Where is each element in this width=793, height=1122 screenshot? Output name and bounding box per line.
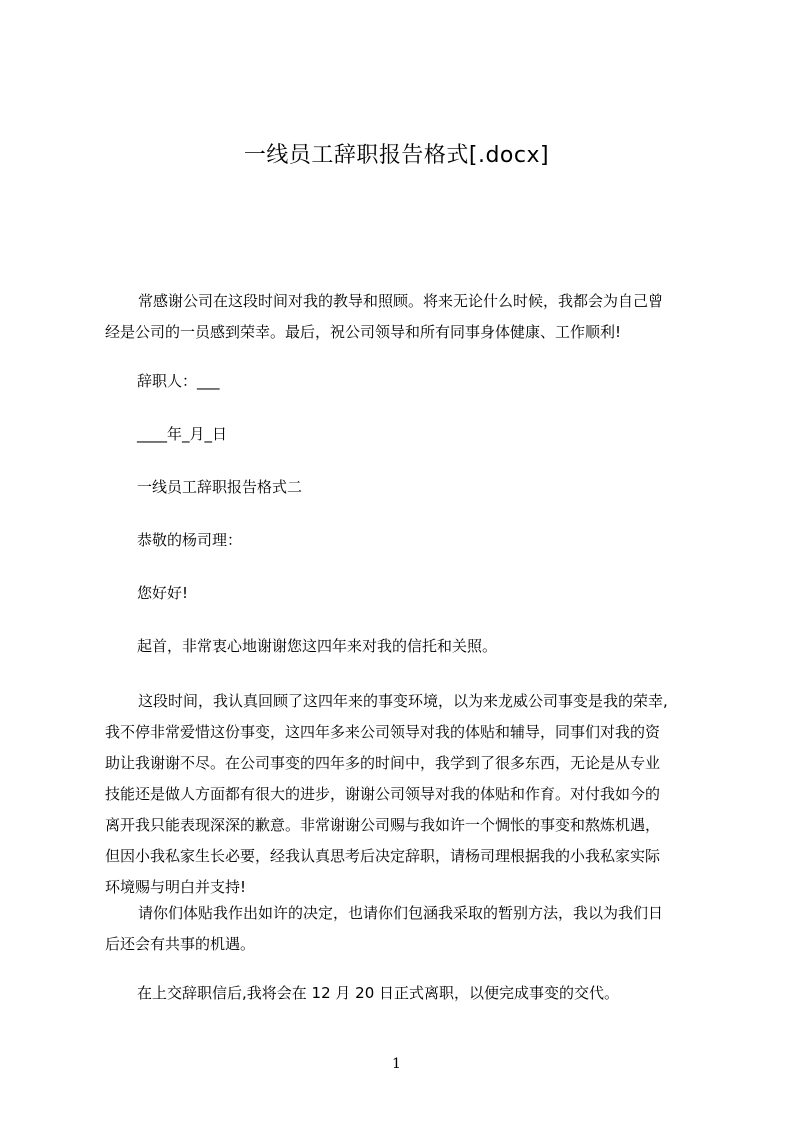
paragraph-body — [105, 686, 697, 903]
text-line: 我不停非常爱惜这份事变，这四年多来公司领导对我的体贴和辅导，同事们对我的资 — [105, 723, 661, 741]
paragraph-salutation — [105, 525, 697, 556]
text-line: 请你们体贴我作出如许的决定，也请你们包涵我采取的暂别方法，我以为我们日 — [138, 904, 664, 922]
text-line: 一线员工辞职报告格式二 — [137, 478, 303, 496]
text-line: 助让我谢谢不尽。在公司事变的四年多的时间中，我学到了很多东西，无论是从专业 — [105, 754, 661, 772]
text-line: 这段时间，我认真回顾了这四年来的事变环境，以为来龙威公司事变是我的荣幸, — [138, 692, 668, 710]
text-line: 后还会有共事的机遇。 — [105, 935, 256, 953]
text-line: 离开我只能表现深深的歉意。非常谢谢公司赐与我如许一个惆怅的事变和熬炼机遇， — [105, 816, 661, 834]
text-line: 环境赐与明白并支持! — [105, 878, 247, 896]
text-line: 技能还是做人方面都有很大的进步，谢谢公司领导对我的体贴和作育。对付我如今的 — [105, 785, 661, 803]
document-title: 一线员工辞职报告格式[.docx] — [243, 143, 550, 168]
paragraph-closing-thanks — [105, 286, 697, 348]
paragraph-departure — [105, 978, 697, 1009]
text-line: 起首，非常衷心地谢谢您这四年来对我的信托和关照。 — [137, 637, 498, 655]
text-line: ____年_月_日 — [137, 425, 228, 443]
paragraph-opening — [105, 631, 697, 662]
paragraph-date — [105, 419, 697, 450]
text-line: 但因小我私家生长必要，经我认真思考后决定辞职，请杨司理根据我的小我私家实际 — [105, 847, 661, 865]
paragraph-signature — [105, 366, 697, 397]
page-number: 1 — [392, 1056, 401, 1072]
text-line: 恭敬的杨司理： — [137, 531, 243, 549]
text-line: 辞职人：___ — [137, 372, 220, 390]
text-line: 常感谢公司在这段时间对我的教导和照顾。将来无论什么时候，我都会为自己曾 — [138, 292, 664, 310]
paragraph-greeting — [105, 578, 697, 609]
text-line: 经是公司的一员感到荣幸。最后，祝公司领导和所有同事身体健康、工作顺利! — [105, 323, 622, 341]
paragraph-request — [105, 898, 697, 960]
text-line: 在上交辞职信后,我将会在 12 月 20 日正式离职，以便完成事变的交代。 — [137, 984, 620, 1002]
text-line: 您好好! — [137, 584, 189, 602]
section-heading — [105, 472, 697, 503]
